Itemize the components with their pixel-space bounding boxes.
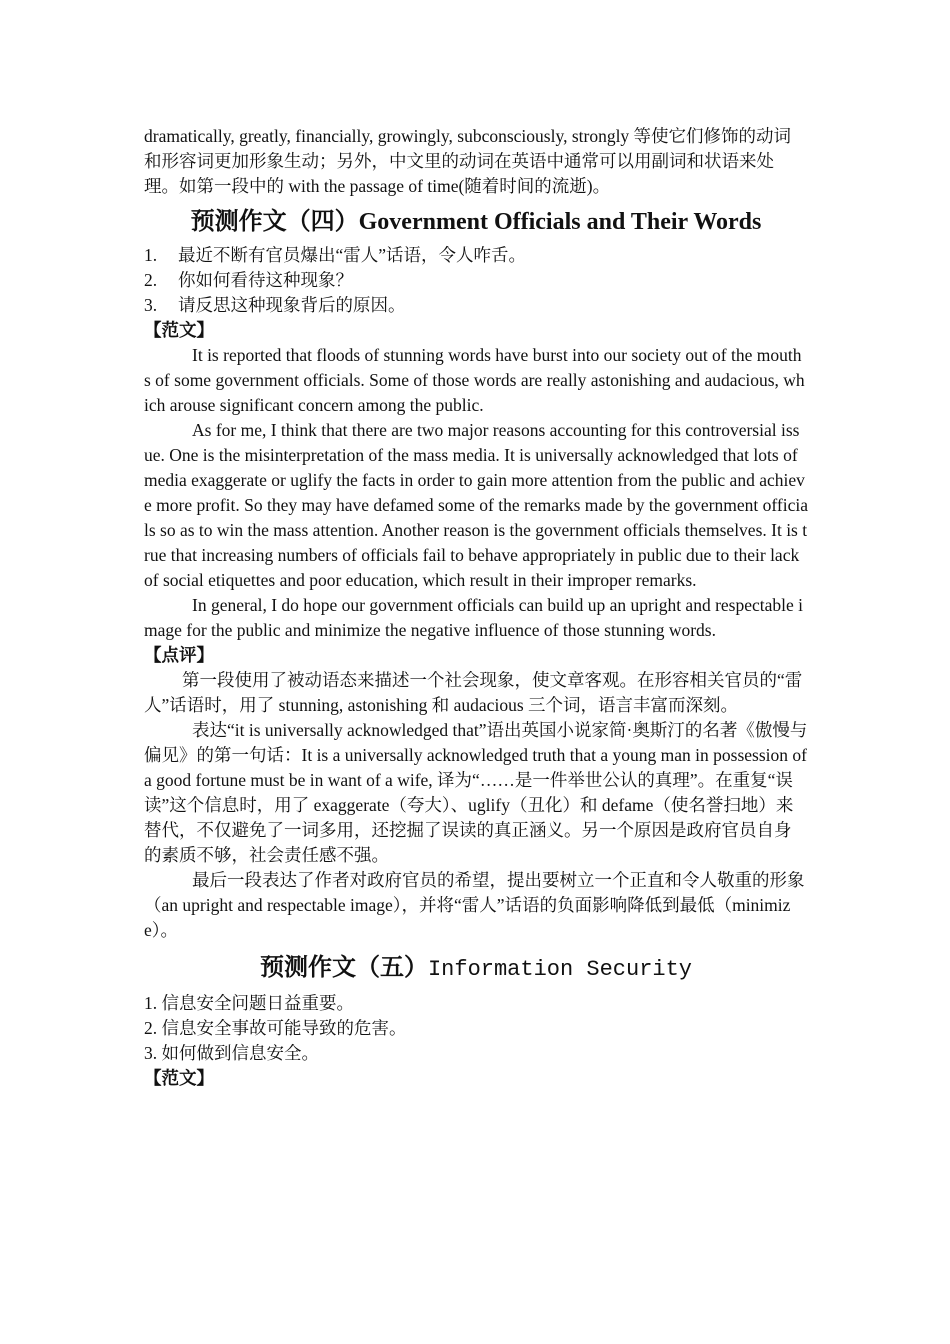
section5-prompts [144,991,808,1066]
section5-title: 预测作文（五）Information Security [259,955,693,982]
sample-paragraph: As for me, I think that there are two major reasons accounting for this controversial issue. One is the misinterpretation of the mass media. It is universally acknowledged that lots of media exaggerate or uglify the facts in order to gain more attention from the public and achieve more profit. So they may have defamed some of the remarks made by the government officials so as to win the mass attention. Another reason is the government officials themselves. It is true that increasing numbers of officials fail to behave appropriately in public due to their lack of social etiquettes and poor education, which result in their improper remarks. [144,420,808,590]
sample-label: 【范文】 [144,320,214,340]
sample-label: 【范文】 [144,1068,214,1088]
comment-paragraph: 最后一段表达了作者对政府官员的希望，提出要树立一个正直和令人敬重的形象（an upright and respectable image），并将“雷人”话语的负面影响降低到最低（minimize）。 [144,870,805,940]
prompt-item: 3. 如何做到信息安全。 [144,1043,319,1063]
sample-paragraph: It is reported that floods of stunning words have burst into our society out of the mouths of some government officials. Some of those words are really astonishing and audacious, which arouse significant concern among the public. [144,345,805,415]
prompt-item: 3. 请反思这种现象背后的原因。 [144,295,406,315]
sample-paragraph: In general, I do hope our government officials can build up an upright and respectable image for the public and minimize the negative influence of those stunning words. [144,595,804,640]
prompt-item: 1. 最近不断有官员爆出“雷人”话语，令人咋舌。 [144,245,527,265]
comment-label: 【点评】 [144,645,214,665]
prompt-item: 1. 信息安全问题日益重要。 [144,993,354,1013]
prompt-item: 2. 信息安全事故可能导致的危害。 [144,1018,407,1038]
section4-title: 预测作文（四）Government Officials and Their Words [190,209,762,235]
comment-paragraph: 第一段使用了被动语态来描述一个社会现象，使文章客观。在形容相关官员的“雷人”话语时，用了 stunning, astonishing 和 audacious 三个词，语言丰富而深刻。 [144,670,803,715]
intro-paragraph: dramatically, greatly, financially, growingly, subconsciously, strongly 等使它们修饰的动词和形容词更加形象生动；另外，中文里的动词在英语中通常可以用副词和状语来处理。如第一段中的 with the passage of time(随着时间的流逝)。 [144,126,792,196]
prompt-item: 2. 你如何看待这种现象？ [144,270,353,290]
section4-prompts [144,243,808,318]
comment-paragraph: 表达“it is universally acknowledged that”语出英国小说家简·奥斯汀的名著《傲慢与偏见》的第一句话：It is a universally acknowledged truth that a young man in possession of a good fortune must be in want of a wife, 译为“……是一件举世公认的真理”。在重复“误读”这个信息时，用了 exaggerate（夸大）、uglify（丑化）和 defame（使名誉扫地）来替代，不仅避免了一词多用，还挖掘了误读的真正涵义。另一个原因是政府官员自身的素质不够，社会责任感不强。 [144,720,808,865]
document-page [144,124,808,1091]
